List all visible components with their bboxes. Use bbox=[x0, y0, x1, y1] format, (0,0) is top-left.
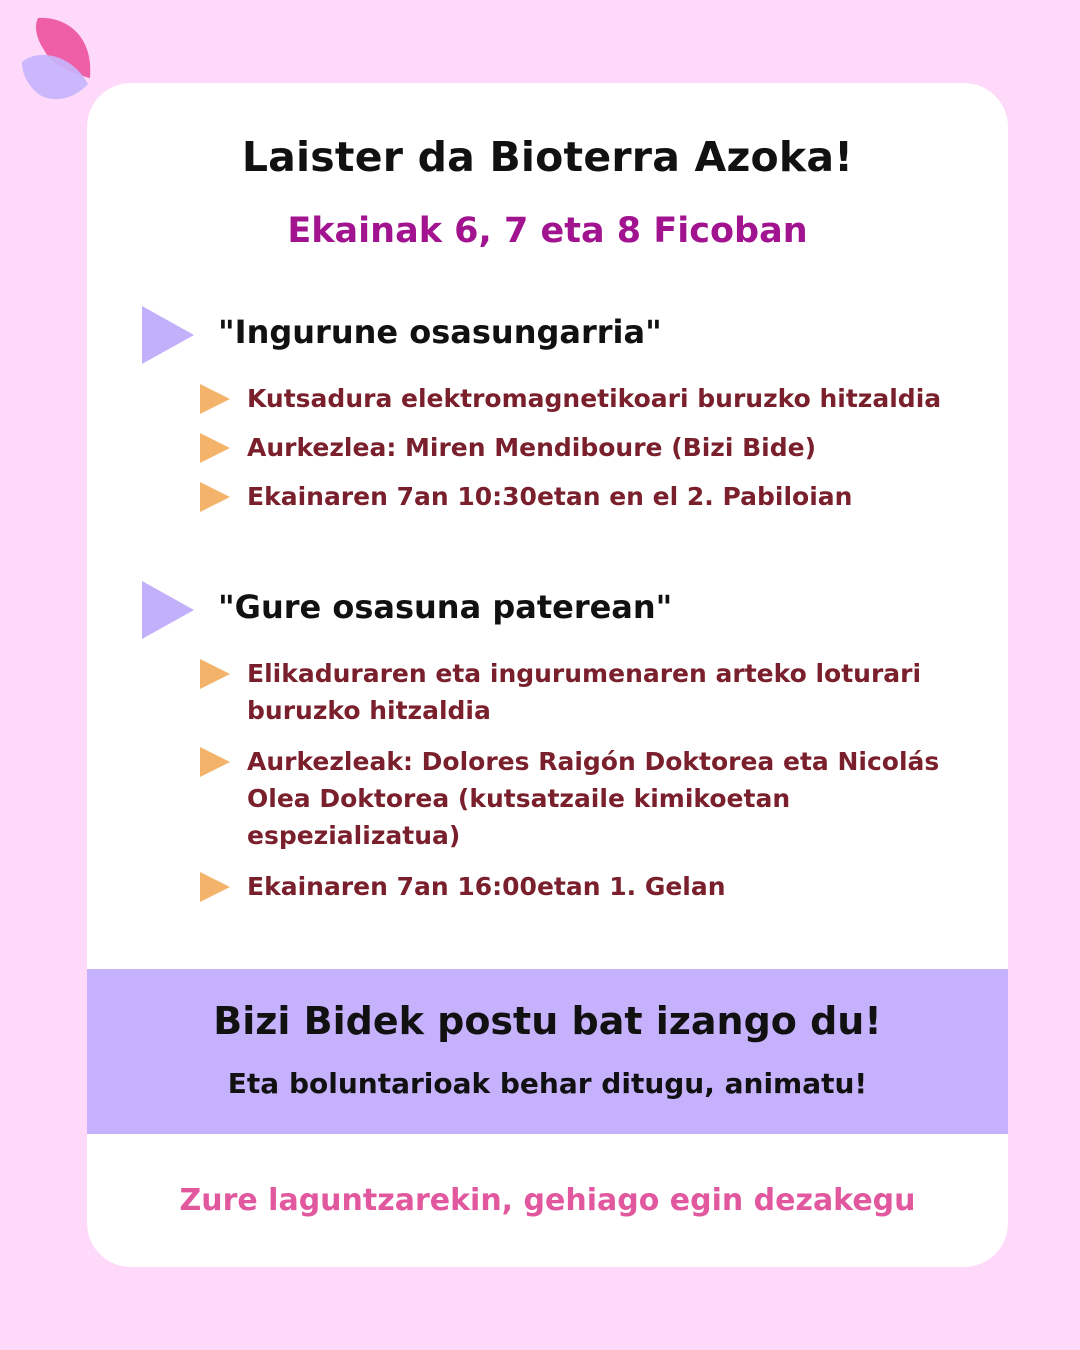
event-card bbox=[87, 83, 1008, 1267]
item-text: Elikaduraren eta ingurumenaren arteko loturari buruzko hitzaldia bbox=[247, 659, 922, 725]
item-text: Aurkezleak: Dolores Raigón Doktorea eta Nicolás Olea Doktorea (kutsatzaile kimikoetan espezializatua) bbox=[247, 747, 940, 850]
section-title: "Gure osasuna paterean" bbox=[218, 588, 673, 626]
list-item bbox=[87, 429, 1008, 466]
list-item bbox=[87, 868, 1008, 905]
section-header bbox=[87, 581, 1008, 641]
small-play-triangle-icon bbox=[200, 872, 230, 902]
list-item bbox=[87, 478, 1008, 515]
small-play-triangle-icon bbox=[200, 659, 230, 689]
volunteer-banner bbox=[87, 969, 1008, 1134]
talk-section-2 bbox=[87, 581, 1008, 905]
item-text: Aurkezlea: Miren Mendiboure (Bizi Bide) bbox=[247, 433, 816, 462]
small-play-triangle-icon bbox=[200, 433, 230, 463]
talk-details-list bbox=[87, 655, 1008, 905]
item-text: Ekainaren 7an 10:30etan en el 2. Pabiloian bbox=[247, 482, 853, 511]
list-item bbox=[87, 743, 1008, 854]
banner-title: Bizi Bidek postu bat izango du! bbox=[213, 999, 882, 1043]
small-play-triangle-icon bbox=[200, 747, 230, 777]
section-title: "Ingurune osasungarria" bbox=[218, 313, 662, 351]
section-header bbox=[87, 306, 1008, 366]
small-play-triangle-icon bbox=[200, 482, 230, 512]
footer-tagline: Zure laguntzarekin, gehiago egin dezakegu bbox=[179, 1183, 916, 1218]
small-play-triangle-icon bbox=[200, 384, 230, 414]
list-item bbox=[87, 655, 1008, 729]
list-item bbox=[87, 380, 1008, 417]
event-dates: Ekainak 6, 7 eta 8 Ficoban bbox=[287, 211, 808, 251]
talk-section-1 bbox=[87, 306, 1008, 515]
talk-details-list bbox=[87, 380, 1008, 515]
item-text: Kutsadura elektromagnetikoari buruzko hitzaldia bbox=[247, 384, 942, 413]
item-text: Ekainaren 7an 16:00etan 1. Gelan bbox=[247, 872, 726, 901]
play-triangle-icon bbox=[142, 306, 194, 364]
play-triangle-icon bbox=[142, 581, 194, 639]
petal-logo-icon bbox=[18, 16, 100, 106]
banner-text: Eta boluntarioak behar ditugu, animatu! bbox=[227, 1067, 868, 1100]
page-title: Laister da Bioterra Azoka! bbox=[241, 133, 854, 181]
